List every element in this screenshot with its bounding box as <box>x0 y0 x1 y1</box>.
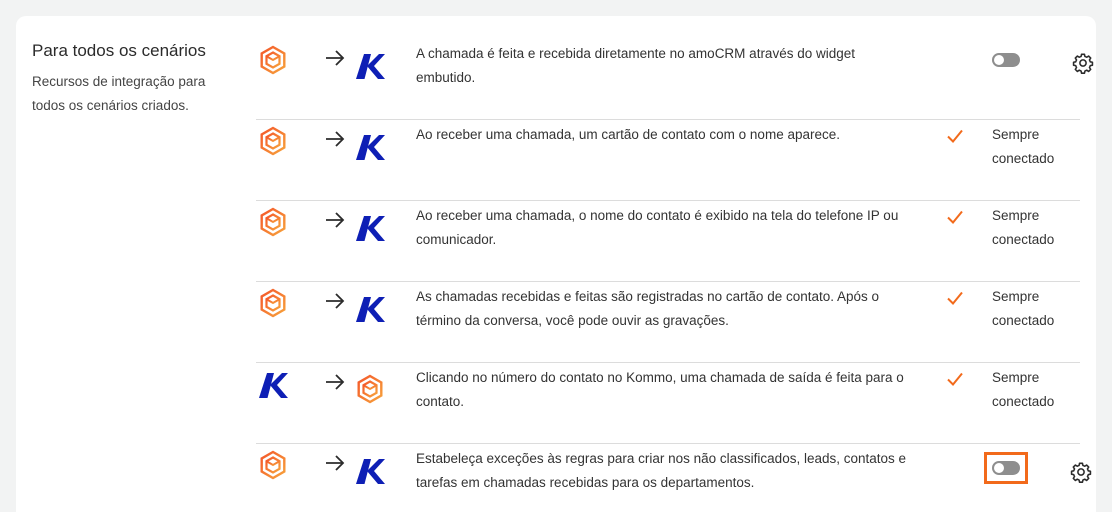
section-description: Recursos de integração para todos os cenários criados. <box>32 74 206 113</box>
checkmark-icon <box>946 370 964 388</box>
checkmark-icon <box>946 208 964 226</box>
gear-icon[interactable] <box>1070 461 1092 483</box>
feature-row <box>256 39 1080 120</box>
feature-description: Estabeleça exceções às regras para criar nos não classificados, leads, contatos e tarefas em chamadas recebidas para os departamentos. <box>416 451 907 490</box>
status-label: Sempre conectado <box>992 289 1055 328</box>
gear-icon[interactable] <box>1072 52 1094 74</box>
feature-description: As chamadas recebidas e feitas são registradas no cartão de contato. Após o término da conversa, você pode ouvir as gravações. <box>416 289 880 328</box>
amocrm-logo-icon <box>256 124 290 158</box>
arrow-right-icon <box>322 450 348 476</box>
integration-features-card <box>16 16 1096 512</box>
arrow-right-icon <box>322 126 348 152</box>
feature-list <box>256 39 1080 512</box>
kommo-logo-icon <box>256 367 290 401</box>
feature-row <box>256 363 1080 444</box>
status-label: Sempre conectado <box>992 370 1055 409</box>
kommo-logo-icon <box>352 290 388 326</box>
feature-description: Clicando no número do contato no Kommo, uma chamada de saída é feita para o contato. <box>416 370 904 409</box>
section-title: Para todos os cenários <box>32 41 206 60</box>
feature-toggle[interactable] <box>992 461 1020 475</box>
feature-row <box>256 282 1080 363</box>
amocrm-logo-icon <box>256 43 290 77</box>
arrow-right-icon <box>322 45 348 71</box>
highlight-frame <box>984 452 1028 484</box>
status-label: Sempre conectado <box>992 127 1055 166</box>
feature-description: Ao receber uma chamada, o nome do contato é exibido na tela do telefone IP ou comunicador. <box>416 208 899 247</box>
amocrm-logo-icon <box>256 448 290 482</box>
kommo-logo-icon <box>352 128 388 164</box>
checkmark-icon <box>946 127 964 145</box>
kommo-logo-icon <box>352 452 388 488</box>
arrow-right-icon <box>322 369 348 395</box>
feature-toggle[interactable] <box>992 53 1020 67</box>
checkmark-icon <box>946 289 964 307</box>
kommo-logo-icon <box>352 47 388 83</box>
kommo-logo-icon <box>352 209 388 245</box>
amocrm-logo-icon <box>256 286 290 320</box>
arrow-right-icon <box>322 288 348 314</box>
feature-row <box>256 444 1080 512</box>
feature-description: Ao receber uma chamada, um cartão de contato com o nome aparece. <box>416 127 840 142</box>
feature-row <box>256 120 1080 201</box>
feature-description: A chamada é feita e recebida diretamente no amoCRM através do widget embutido. <box>416 46 855 85</box>
section-header <box>32 40 242 118</box>
arrow-right-icon <box>322 207 348 233</box>
amocrm-logo-icon <box>352 371 388 407</box>
status-label: Sempre conectado <box>992 208 1055 247</box>
feature-row <box>256 201 1080 282</box>
amocrm-logo-icon <box>256 205 290 239</box>
